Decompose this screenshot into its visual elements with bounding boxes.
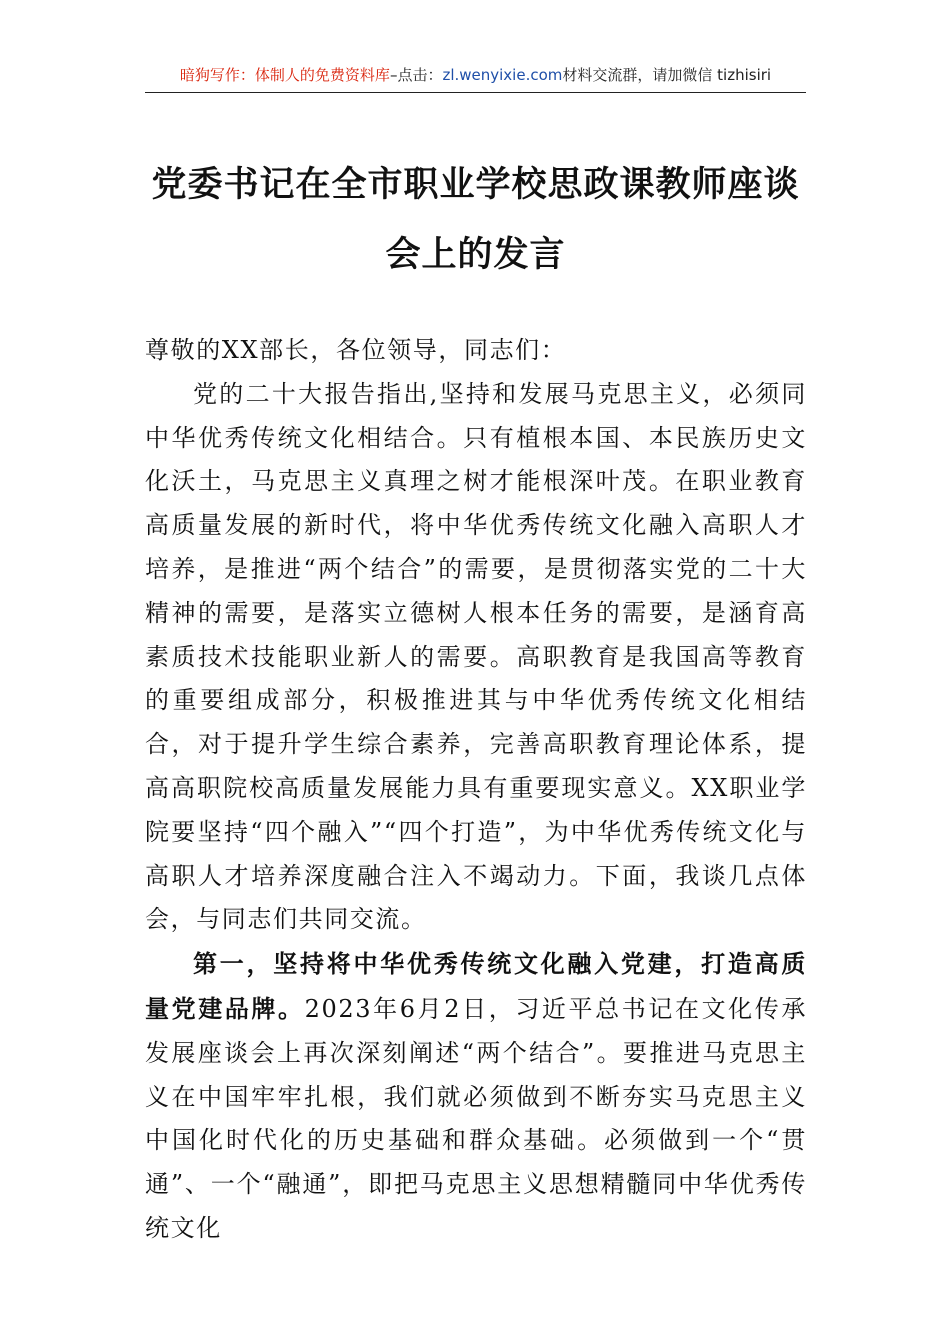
title-line-2: 会上的发言 bbox=[385, 234, 566, 275]
section-one-heading: 第一，坚持将中华优秀传统文化融入党建，打造高质量党建品牌。 bbox=[145, 949, 807, 1023]
document-body bbox=[145, 329, 807, 1251]
section-one-text: 2023年6月2日，习近平总书记在文化传承发展座谈会上再次深刻阐述“两个结合”。要推进马克思主义在中国牢牢扎根，我们就必须做到不断夯实马克思主义中国化时代化的历史基础和群众基础。必须做到一个“贯通”、一个“融通”，即把马克思主义思想精髓同中华优秀传统文化 bbox=[145, 994, 807, 1242]
salutation: 尊敬的XX部长，各位领导，同志们： bbox=[145, 336, 567, 364]
page-header-banner bbox=[145, 62, 806, 93]
paragraph-intro: 党的二十大报告指出,坚持和发展马克思主义，必须同中华优秀传统文化相结合。只有植根本国、本民族历史文化沃土，马克思主义真理之树才能根深叶茂。在职业教育高质量发展的新时代，将中华优秀传统文化融入高职人才培养，是推进“两个结合”的需要，是贯彻落实党的二十大精神的需要，是落实立德树人根本任务的需要，是涵育高素质技术技能职业新人的需要。高职教育是我国高等教育的重要组成部分，积极推进其与中华优秀传统文化相结合，对于提升学生综合素养，完善高职教育理论体系，提高高职院校高质量发展能力具有重要现实意义。XX职业学院要坚持“四个融入”“四个打造”，为中华优秀传统文化与高职人才培养深度融合注入不竭动力。下面，我谈几点体会，与同志们共同交流。 bbox=[145, 379, 807, 934]
paragraph-section-one bbox=[145, 942, 807, 1251]
header-click-label: –点击： bbox=[389, 66, 443, 84]
title-line-1: 党委书记在全市职业学校思政课教师座谈 bbox=[151, 164, 800, 205]
document-title bbox=[145, 150, 806, 290]
header-suffix: 材料交流群，请加微信 tizhisiri bbox=[562, 66, 772, 84]
header-url-link[interactable]: zl.wenyixie.com bbox=[442, 66, 563, 84]
header-brand: 暗狗写作：体制人的免费资料库 bbox=[179, 66, 390, 84]
